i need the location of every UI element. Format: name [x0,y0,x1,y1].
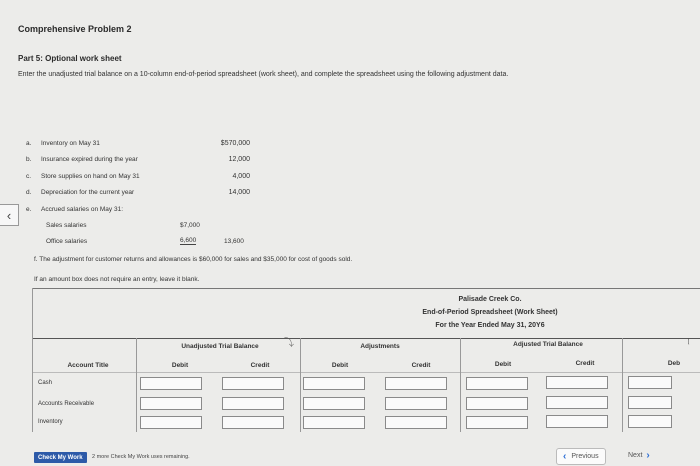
salaries-total: 13,600 [224,238,244,245]
cash-credit-adjustments-input[interactable] [385,377,447,390]
adj-text-a: Inventory on May 31 [41,140,100,147]
worksheet-top-rule [32,288,700,289]
grid-col-divider-3 [460,338,461,432]
adj-letter-b: b. [26,156,32,163]
cursor-icon: ⤵ [284,338,294,349]
adj-letter-a: a. [26,140,32,147]
col-credit-unadjusted: Credit [250,362,270,369]
ar-credit-unadjusted-input[interactable] [222,397,284,410]
previous-label: Previous [571,453,599,460]
grid-col-divider-2 [300,338,301,432]
adj-amount-a: $570,000 [220,140,250,147]
worksheet-name: End-of-Period Spreadsheet (Work Sheet) [422,309,558,316]
cash-debit-income-input[interactable] [628,376,672,389]
previous-button[interactable] [556,448,606,465]
ar-debit-income-input[interactable] [628,396,672,409]
adj-letter-e: e. [26,206,32,213]
inventory-credit-adjustments-input[interactable] [385,416,447,429]
unadjusted-trial-balance-header: Unadjusted Trial Balance [181,343,259,350]
ar-credit-adjustments-input[interactable] [385,397,447,410]
adj-text-b: Insurance expired during the year [41,156,138,163]
inventory-debit-adjustments-input[interactable] [303,416,365,429]
sales-salaries-amount: $7,000 [180,222,200,229]
worksheet-body-rule [32,372,700,373]
inventory-credit-adjusted-input[interactable] [546,415,608,428]
worksheet-company: Palisade Creek Co. [458,296,522,303]
adjustments-header: Adjustments [360,343,400,350]
col-account-title: Account Title [67,362,109,369]
col-debit-adjusted: Debit [494,361,512,368]
col-credit-adjusted: Credit [575,360,595,367]
col-debit-adjustments: Debit [331,362,349,369]
office-salaries-amount: 6,600 [180,237,197,244]
grid-left-border [32,288,33,432]
adj-letter-d: d. [26,189,32,196]
adjustment-f: f. The adjustment for customer returns and allowances is $60,000 for sales and $35,000 for cost of goods sold. [34,256,353,263]
office-salaries-label: Office salaries [46,238,88,245]
worksheet-grid [32,282,700,432]
worksheet-period: For the Year Ended May 31, 20Y6 [435,322,545,329]
instructions: Enter the unadjusted trial balance on a 10-column end-of-period spreadsheet (work sheet), and complete the spreadsheet using the following adjustment data. [18,71,509,78]
adj-amount-b: 12,000 [228,156,250,163]
adjusted-trial-balance-header: Adjusted Trial Balance [513,341,583,348]
inventory-credit-unadjusted-input[interactable] [222,416,284,429]
ar-debit-adjustments-input[interactable] [303,397,365,410]
ar-debit-unadjusted-input[interactable] [140,397,202,410]
blank-note: If an amount box does not require an entry, leave it blank. [34,276,200,283]
chevron-left-icon: ‹ [563,451,567,462]
cash-debit-adjusted-input[interactable] [466,377,528,390]
right-edge-mark-icon: ❲ [686,339,692,345]
account-title-cash: Cash [38,380,53,386]
adj-text-e: Accrued salaries on May 31: [41,206,124,213]
ar-credit-adjusted-input[interactable] [546,396,608,409]
adj-amount-c: 4,000 [232,173,250,180]
worksheet-header-rule [32,338,700,339]
next-label: Next [628,452,643,459]
cash-credit-unadjusted-input[interactable] [222,377,284,390]
chevron-right-icon: › [646,450,650,461]
inventory-debit-unadjusted-input[interactable] [140,416,202,429]
back-chevron-icon[interactable]: ‹ [0,204,19,226]
col-debit-income-cut: Deb [667,360,681,367]
part-heading: Part 5: Optional work sheet [18,54,122,63]
adj-text-d: Depreciation for the current year [41,189,135,196]
grid-col-divider-1 [136,338,137,432]
check-uses-remaining: 2 more Check My Work uses remaining. [92,454,190,460]
page-title: Comprehensive Problem 2 [18,24,132,34]
next-button[interactable] [622,448,656,463]
ar-debit-adjusted-input[interactable] [466,397,528,410]
account-title-accounts-receivable: Accounts Receivable [38,401,95,407]
col-credit-adjustments: Credit [411,362,431,369]
cash-credit-adjusted-input[interactable] [546,376,608,389]
col-debit-unadjusted: Debit [171,362,189,369]
inventory-debit-adjusted-input[interactable] [466,416,528,429]
account-title-inventory: Inventory [38,419,63,425]
adj-letter-c: c. [26,173,32,180]
check-my-work-button[interactable]: Check My Work [34,452,87,463]
grid-col-divider-4 [622,338,623,432]
cash-debit-unadjusted-input[interactable] [140,377,202,390]
inventory-debit-income-input[interactable] [628,415,672,428]
cash-debit-adjustments-input[interactable] [303,377,365,390]
adj-text-c: Store supplies on hand on May 31 [41,173,140,180]
adj-amount-d: 14,000 [228,189,250,196]
sales-salaries-label: Sales salaries [46,222,87,229]
